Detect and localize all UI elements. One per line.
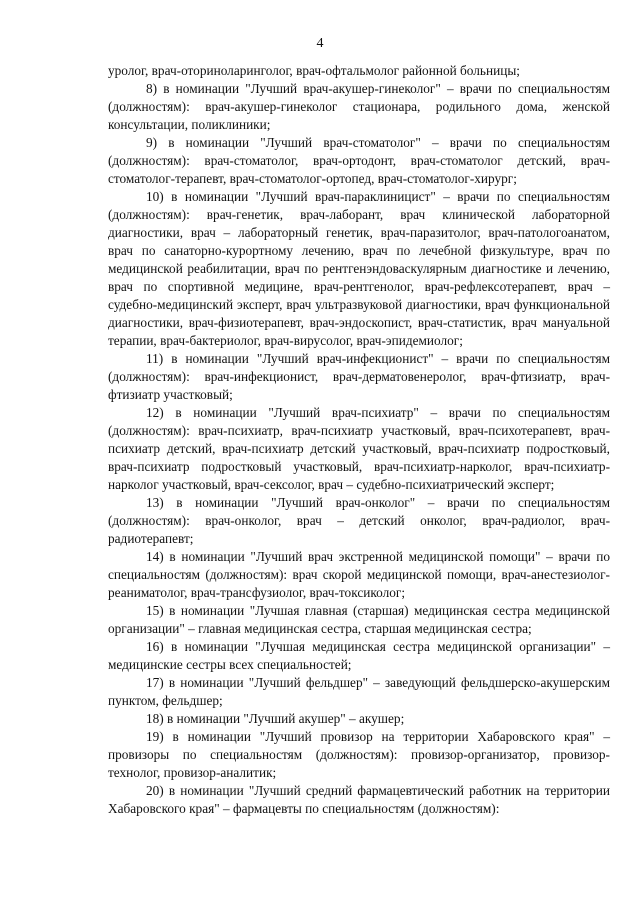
paragraph-item-12: 12) в номинации "Лучший врач-психиатр" – врачи по специальностям (должностям): врач-психиатр, врач-психиатр участковый, врач-психотерапевт, врач-психиатр детский, врач-психиатр детский участковый, врач-психиатр подростковый, врач-психиатр подростковый участковый, врач-психиатр-нарколог, врач-психиатр-нарколог участковый, врач-сексолог, врач – судебно-психиатрический эксперт; bbox=[108, 405, 610, 492]
paragraph-item-14: 14) в номинации "Лучший врач экстренной медицинской помощи" – врачи по специальностям (должностям): врач скорой медицинской помощи, врач-анестезиолог-реаниматолог, врач-трансфузиолог, врач-токсиколог; bbox=[108, 549, 610, 600]
paragraph-continuation: уролог, врач-оториноларинголог, врач-офтальмолог районной больницы; bbox=[108, 63, 520, 78]
paragraph-item-13: 13) в номинации "Лучший врач-онколог" – врачи по специальностям (должностям): врач-онколог, врач – детский онколог, врач-радиолог, врач-радиотерапевт; bbox=[108, 495, 610, 546]
paragraph-item-11: 11) в номинации "Лучший врач-инфекционист" – врачи по специальностям (должностям): врач-инфекционист, врач-дерматовенеролог, врач-фтизиатр, врач-фтизиатр участковый; bbox=[108, 351, 610, 402]
paragraph-item-19: 19) в номинации "Лучший провизор на территории Хабаровского края" – провизоры по специальностям (должностям): провизор-организатор, провизор-технолог, провизор-аналитик; bbox=[108, 729, 610, 780]
paragraph-item-20: 20) в номинации "Лучший средний фармацевтический работник на территории Хабаровского края" – фармацевты по специальностям (должностям): bbox=[108, 783, 610, 816]
paragraph-item-16: 16) в номинации "Лучшая медицинская сестра медицинской организации" – медицинские сестры всех специальностей; bbox=[108, 639, 610, 672]
paragraph-item-15: 15) в номинации "Лучшая главная (старшая) медицинская сестра медицинской организации" – главная медицинская сестра, старшая медицинская сестра; bbox=[108, 603, 610, 636]
paragraph-item-9: 9) в номинации "Лучший врач-стоматолог" – врачи по специальностям (должностям): врач-стоматолог, врач-ортодонт, врач-стоматолог детский, врач-стоматолог-терапевт, врач-стоматолог-ортопед, врач-стоматолог-хирург; bbox=[108, 135, 610, 186]
paragraph-item-18: 18) в номинации "Лучший акушер" – акушер; bbox=[146, 711, 405, 726]
paragraph-item-10: 10) в номинации "Лучший врач-параклиницист" – врачи по специальностям (должностям): врач-генетик, врач-лаборант, врач клинической лабораторной диагностики, врач – лабораторный генетик, врач-паразитолог, врач-патологоанатом, врач по санаторно-курортному лечению, врач по лечебной физкультуре, врач по медицинской реабилитации, врач по рентгенэндоваскулярным диагностике и лечению, врач по спортивной медицине, врач-рентгенолог, врач-рефлексотерапевт, врач – судебно-медицинский эксперт, врач ультразвуковой диагностики, врач функциональной диагностики, врач-физиотерапевт, врач-эндоскопист, врач-статистик, врач мануальной терапии, врач-бактериолог, врач-вирусолог, врач-эпидемиолог; bbox=[108, 189, 610, 348]
page-number: 4 bbox=[316, 36, 324, 51]
paragraph-item-8: 8) в номинации "Лучший врач-акушер-гинеколог" – врачи по специальностям (должностям): врач-акушер-гинеколог стационара, родильного дома, женской консультации, поликлиники; bbox=[108, 81, 610, 132]
paragraph-item-17: 17) в номинации "Лучший фельдшер" – заведующий фельдшерско-акушерским пунктом, фельдшер; bbox=[108, 675, 610, 708]
document-body bbox=[108, 62, 610, 818]
